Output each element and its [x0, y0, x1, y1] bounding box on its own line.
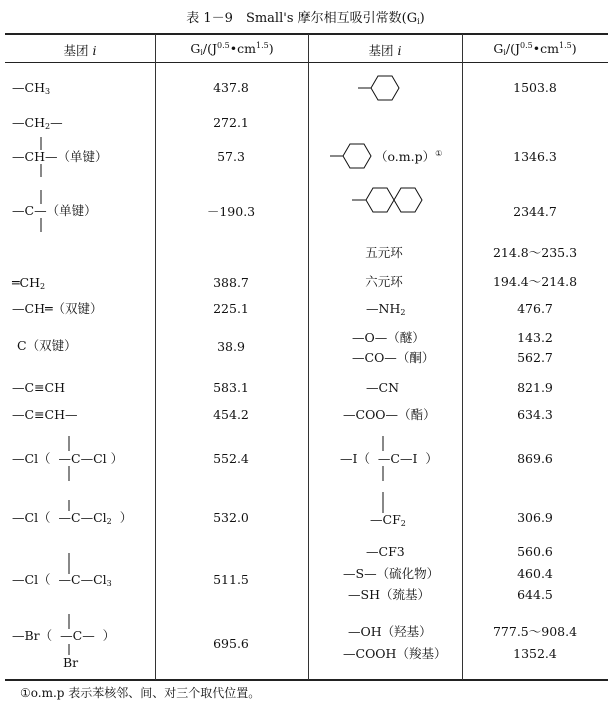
formula-cn: —CN	[366, 380, 400, 395]
formula-ci-i: —I（ —C—I ）	[340, 451, 438, 466]
value-sh: 644.5	[517, 587, 553, 602]
formula-c-single: —C—（单键）	[12, 203, 97, 218]
value-ketone: 562.7	[517, 350, 553, 365]
formula-ccl-cl3: —Cl（ $—C—Cl_3$	[12, 572, 112, 588]
formula-c-triple-ch: —C≡CH	[12, 380, 66, 395]
formula-c-triple-ch-mid: —C≡CH—	[12, 407, 78, 422]
value-ether: 143.2	[517, 330, 553, 345]
value-ch: 57.3	[217, 149, 245, 164]
formula-ketone: —CO—（酮）	[352, 350, 435, 365]
value-cbr: 695.6	[213, 636, 249, 651]
value-ring5: 214.8～235.3	[492, 245, 578, 260]
table-title: 表 1－9 Small's 摩尔相互吸引常数$(G_i)$	[186, 11, 425, 26]
value-c-double: 38.9	[217, 339, 245, 354]
formula-cbr-bottom: Br	[63, 655, 79, 670]
header-g-left: $G_i/(J^{0.5}•cm^{1.5})$	[190, 41, 274, 57]
formula-ester: —COO—（酯）	[343, 407, 436, 422]
value-ch-eq: 225.1	[213, 301, 249, 316]
formula-nh2: $—NH_2$	[366, 301, 406, 317]
value-c-single: －190.3	[206, 204, 256, 219]
value-cf3: 560.6	[517, 544, 553, 559]
formula-ether: —O—（醚）	[352, 330, 425, 345]
value-sulfide: 460.4	[517, 566, 553, 581]
formula-ccl-cl2: —Cl（ $—C—Cl_2$ ）	[12, 510, 133, 526]
label-ring6: 六元环	[365, 274, 403, 289]
value-ch2: 272.1	[213, 115, 249, 130]
formula-cooh: —COOH（羧基）	[343, 646, 447, 661]
formula-cbr: —Br（ —C— ）	[12, 628, 116, 643]
value-ch3: 437.8	[213, 80, 249, 95]
value-ccl-cl3: 511.5	[213, 572, 249, 587]
value-ccl-cl2: 532.0	[213, 510, 249, 525]
formula-phenylene-note: （o.m.p）①	[375, 149, 443, 164]
header-g-right: $G_i/(J^{0.5}•cm^{1.5})$	[493, 41, 577, 57]
formula-cf3: —CF3	[366, 544, 405, 559]
value-phenyl: 1503.8	[513, 80, 557, 95]
header-group-left: 基团 i	[63, 43, 97, 58]
footnote: ①o.m.p 表示苯核邻、间、对三个取代位置。	[20, 686, 261, 700]
value-c-triple-ch-mid: 454.2	[213, 407, 249, 422]
formula-ch-eq: —CH═（双键）	[12, 301, 103, 316]
value-c-triple-ch: 583.1	[213, 380, 249, 395]
formula-ch3: $—CH_3$	[12, 80, 51, 96]
value-phenylene: 1346.3	[513, 149, 557, 164]
formula-ch2: $—CH_2—$	[12, 115, 63, 131]
formula-sulfide: —S—（硫化物）	[343, 566, 440, 581]
value-ester: 634.3	[517, 407, 553, 422]
value-cooh: 1352.4	[513, 646, 557, 661]
value-nh2: 476.7	[517, 301, 553, 316]
formula-ch: —CH—（单键）	[12, 149, 108, 164]
value-ccl-cl: 552.4	[213, 451, 249, 466]
formula-eq-ch2: $═CH_2$	[12, 275, 46, 291]
formula-c-double: C（双键）	[17, 338, 77, 353]
formula-ccl-cl: —Cl（ —C—Cl ）	[12, 451, 124, 466]
formula-sh: —SH（巯基）	[348, 587, 430, 602]
formula-oh: —OH（羟基）	[348, 624, 432, 639]
value-naphthyl: 2344.7	[513, 204, 557, 219]
header-group-right: 基团 i	[368, 43, 402, 58]
value-oh: 777.5～908.4	[492, 624, 578, 639]
formula-cf2: $—CF_2$	[370, 512, 406, 528]
value-cn: 821.9	[517, 380, 553, 395]
label-ring5: 五元环	[365, 245, 403, 260]
value-cf2: 306.9	[517, 510, 553, 525]
value-ci-i: 869.6	[517, 451, 553, 466]
value-eq-ch2: 388.7	[213, 275, 249, 290]
value-ring6: 194.4～214.8	[492, 274, 578, 289]
